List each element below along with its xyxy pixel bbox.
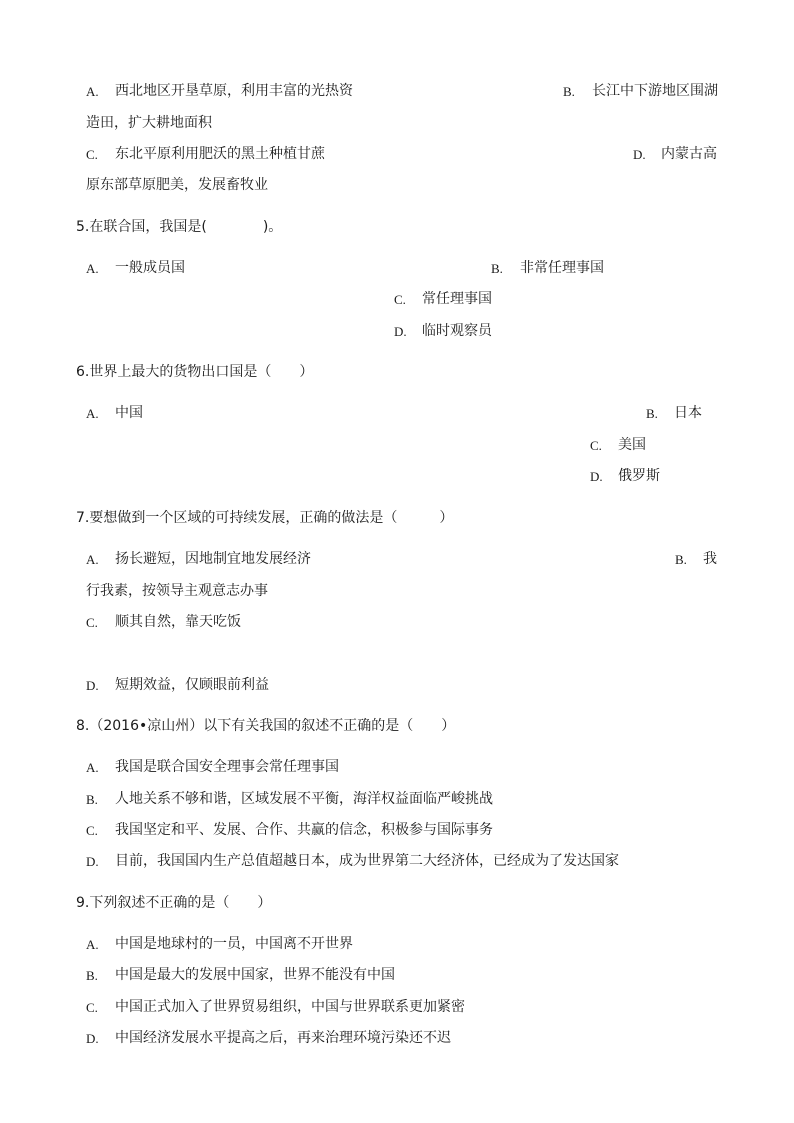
q7-option-a-label: A.: [86, 552, 99, 567]
q6-option-a-text: 中国: [115, 405, 143, 421]
q5-option-b-text: 非常任理事国: [520, 260, 604, 276]
q4-option-d-text: 内蒙古高: [661, 146, 717, 162]
q8-option-c-label: C.: [86, 823, 98, 838]
q6-option-b-text: 日本: [674, 405, 702, 421]
q4-option-c-label: C.: [86, 147, 98, 162]
q7-option-d-label: D.: [86, 678, 99, 693]
q7-option-d-text: 短期效益，仅顾眼前利益: [115, 677, 269, 693]
q9-option-a-text: 中国是地球村的一员，中国离不开世界: [115, 936, 353, 952]
q7-option-continuation: 行我素，按领导主观意志办事: [86, 583, 268, 599]
q6-option-a-label: A.: [86, 406, 99, 421]
q5-option-d-label: D.: [394, 324, 407, 339]
q8-option-a-label: A.: [86, 760, 99, 775]
q6-option-d-label: D.: [590, 469, 603, 484]
q7-option-c-label: C.: [86, 615, 98, 630]
q5-option-c-text: 常任理事国: [422, 291, 492, 307]
q8-stem: 8.（2016•凉山州）以下有关我国的叙述不正确的是（ ）: [76, 718, 456, 734]
q6-option-c-label: C.: [590, 438, 602, 453]
q6-option-d-text: 俄罗斯: [618, 468, 660, 484]
q7-option-c-text: 顺其自然，靠天吃饭: [115, 614, 241, 630]
q4-option-continuation-2: 原东部草原肥美，发展畜牧业: [86, 177, 268, 193]
q4-option-d-label: D.: [633, 147, 646, 162]
q6-stem: 6.世界上最大的货物出口国是（ ）: [76, 364, 314, 380]
q9-option-b-label: B.: [86, 968, 98, 983]
q7-option-a-text: 扬长避短，因地制宜地发展经济: [115, 551, 311, 567]
q8-option-b-text: 人地关系不够和谐，区域发展不平衡，海洋权益面临严峻挑战: [115, 791, 493, 807]
q5-option-c-label: C.: [394, 292, 406, 307]
q4-option-b-text: 长江中下游地区围湖: [592, 83, 718, 99]
q6-option-b-label: B.: [646, 406, 658, 421]
q5-option-d-text: 临时观察员: [422, 323, 492, 339]
q8-option-d-label: D.: [86, 854, 99, 869]
q4-option-a-label: A.: [86, 84, 99, 99]
q4-option-a-text: 西北地区开垦草原，利用丰富的光热资: [115, 83, 353, 99]
q8-option-b-label: B.: [86, 792, 98, 807]
q9-option-d-text: 中国经济发展水平提高之后，再来治理环境污染还不迟: [115, 1030, 451, 1046]
q6-option-c-text: 美国: [618, 437, 646, 453]
q9-option-c-label: C.: [86, 1000, 98, 1015]
q9-option-c-text: 中国正式加入了世界贸易组织，中国与世界联系更加紧密: [115, 999, 465, 1015]
q9-option-d-label: D.: [86, 1031, 99, 1046]
q5-option-a-label: A.: [86, 261, 99, 276]
q4-option-c-text: 东北平原利用肥沃的黑土种植甘蔗: [115, 146, 325, 162]
q5-option-b-label: B.: [491, 261, 503, 276]
q7-stem: 7.要想做到一个区域的可持续发展，正确的做法是（ ）: [76, 510, 454, 526]
q8-option-c-text: 我国坚定和平、发展、合作、共赢的信念，积极参与国际事务: [115, 822, 493, 838]
q9-option-a-label: A.: [86, 937, 99, 952]
q5-stem: 5.在联合国，我国是( )。: [76, 219, 283, 235]
q4-option-continuation-1: 造田，扩大耕地面积: [86, 115, 212, 131]
q5-option-a-text: 一般成员国: [115, 260, 185, 276]
q8-option-d-text: 目前，我国国内生产总值超越日本，成为世界第二大经济体，已经成为了发达国家: [115, 853, 619, 869]
q8-option-a-text: 我国是联合国安全理事会常任理事国: [115, 759, 339, 775]
q7-option-b-text: 我: [703, 551, 717, 567]
q4-option-b-label: B.: [563, 84, 575, 99]
q9-stem: 9.下列叙述不正确的是（ ）: [76, 895, 272, 911]
q9-option-b-text: 中国是最大的发展中国家，世界不能没有中国: [115, 967, 395, 983]
q7-option-b-label: B.: [675, 552, 687, 567]
